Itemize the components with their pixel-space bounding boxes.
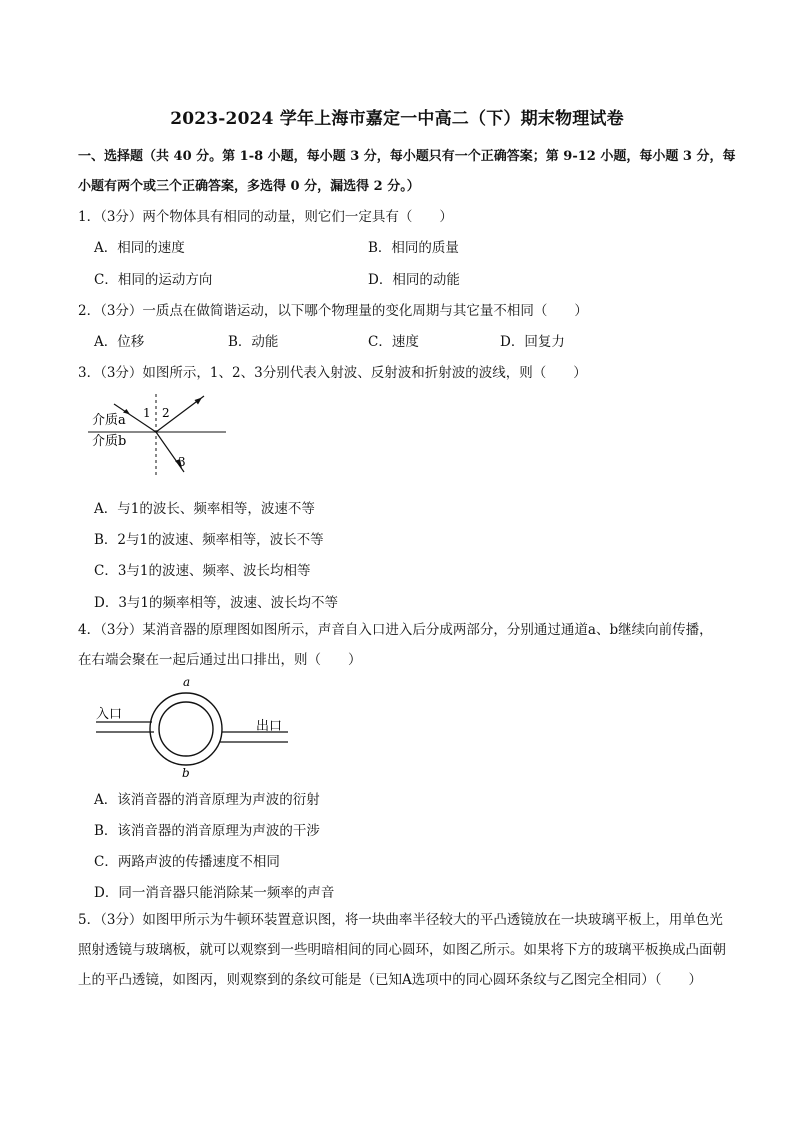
medium-b-label: 介质b xyxy=(92,434,127,449)
muffler-figure xyxy=(92,676,292,780)
q3-option-d: D．3与1的频率相等，波速、波长均不等 xyxy=(94,595,339,611)
inlet-label: 入口 xyxy=(96,707,123,722)
question-3-stem: 3．（3分）如图所示，1、2、3分别代表入射波、反射波和折射波的波线，则（ ） xyxy=(78,365,587,381)
section-header: 一、选择题（共 40 分。第 1-8 小题，每小题 3 分，每小题只有一个正确答案；第 9-12 小题，每小题 3 分，每小题有两个或三个正确答案，多选得 0 分，漏选得 2 分。） xyxy=(78,149,736,194)
q4-option-b: B．该消音器的消音原理为声波的干涉 xyxy=(94,823,320,839)
q4-option-a: A．该消音器的消音原理为声波的衍射 xyxy=(94,792,320,808)
channel-a-label: a xyxy=(183,676,191,689)
wave-refraction-figure xyxy=(86,392,236,480)
channel-b-label: b xyxy=(182,766,190,780)
ray-2-label: 2 xyxy=(162,406,170,420)
q1-option-d: D．相同的动能 xyxy=(368,272,460,288)
reflected-arrow-icon xyxy=(195,398,203,405)
q2-option-c: C．速度 xyxy=(368,334,419,350)
q2-option-b: B．动能 xyxy=(228,334,279,350)
muffler-outer-ring xyxy=(150,693,222,765)
q4-option-c: C．两路声波的传播速度不相同 xyxy=(94,854,280,870)
muffler-inner-ring xyxy=(159,702,213,756)
q3-option-a: A．与1的波长、频率相等，波速不等 xyxy=(94,501,315,517)
ray-3-label: 3 xyxy=(178,455,186,469)
outlet-label: 出口 xyxy=(256,719,283,734)
medium-a-label: 介质a xyxy=(92,413,126,428)
q2-option-d: D．回复力 xyxy=(500,334,565,350)
question-5-stem: 5．（3分）如图甲所示为牛顿环装置意识图，将一块曲率半径较大的平凸透镜放在一块玻璃平板上，用单色光照射透镜与玻璃板，就可以观察到一些明暗相间的同心圆环，如图乙所示。如果将下方的玻璃平板换成凸面朝上的平凸透镜，如图丙，则观察到的条纹可能是（已知A选项中的同心圆环条纹与乙图完全相同）（ ） xyxy=(78,912,726,988)
question-4-stem: 4．（3分）某消音器的原理图如图所示，声音自入口进入后分成两部分，分别通过通道a、b继续向前传播，在右端会聚在一起后通过出口排出，则（ ） xyxy=(78,622,713,668)
q1-option-a: A．相同的速度 xyxy=(94,240,185,256)
q3-option-b: B．2与1的波速、频率相等，波长不等 xyxy=(94,532,324,548)
q4-option-d: D．同一消音器只能消除某一频率的声音 xyxy=(94,885,335,901)
question-2-stem: 2．（3分）一质点在做简谐运动，以下哪个物理量的变化周期与其它量不相同（ ） xyxy=(78,303,588,319)
q3-option-c: C．3与1的波速、频率、波长均相等 xyxy=(94,563,311,579)
page-title: 2023-2024 学年上海市嘉定一中高二（下）期末物理试卷 xyxy=(170,109,624,129)
q2-option-a: A．位移 xyxy=(94,334,145,350)
q1-option-c: C．相同的运动方向 xyxy=(94,272,213,288)
question-1-stem: 1．（3分）两个物体具有相同的动量，则它们一定具有（ ） xyxy=(78,209,453,225)
ray-1-label: 1 xyxy=(143,406,151,420)
q1-option-b: B．相同的质量 xyxy=(368,240,459,256)
